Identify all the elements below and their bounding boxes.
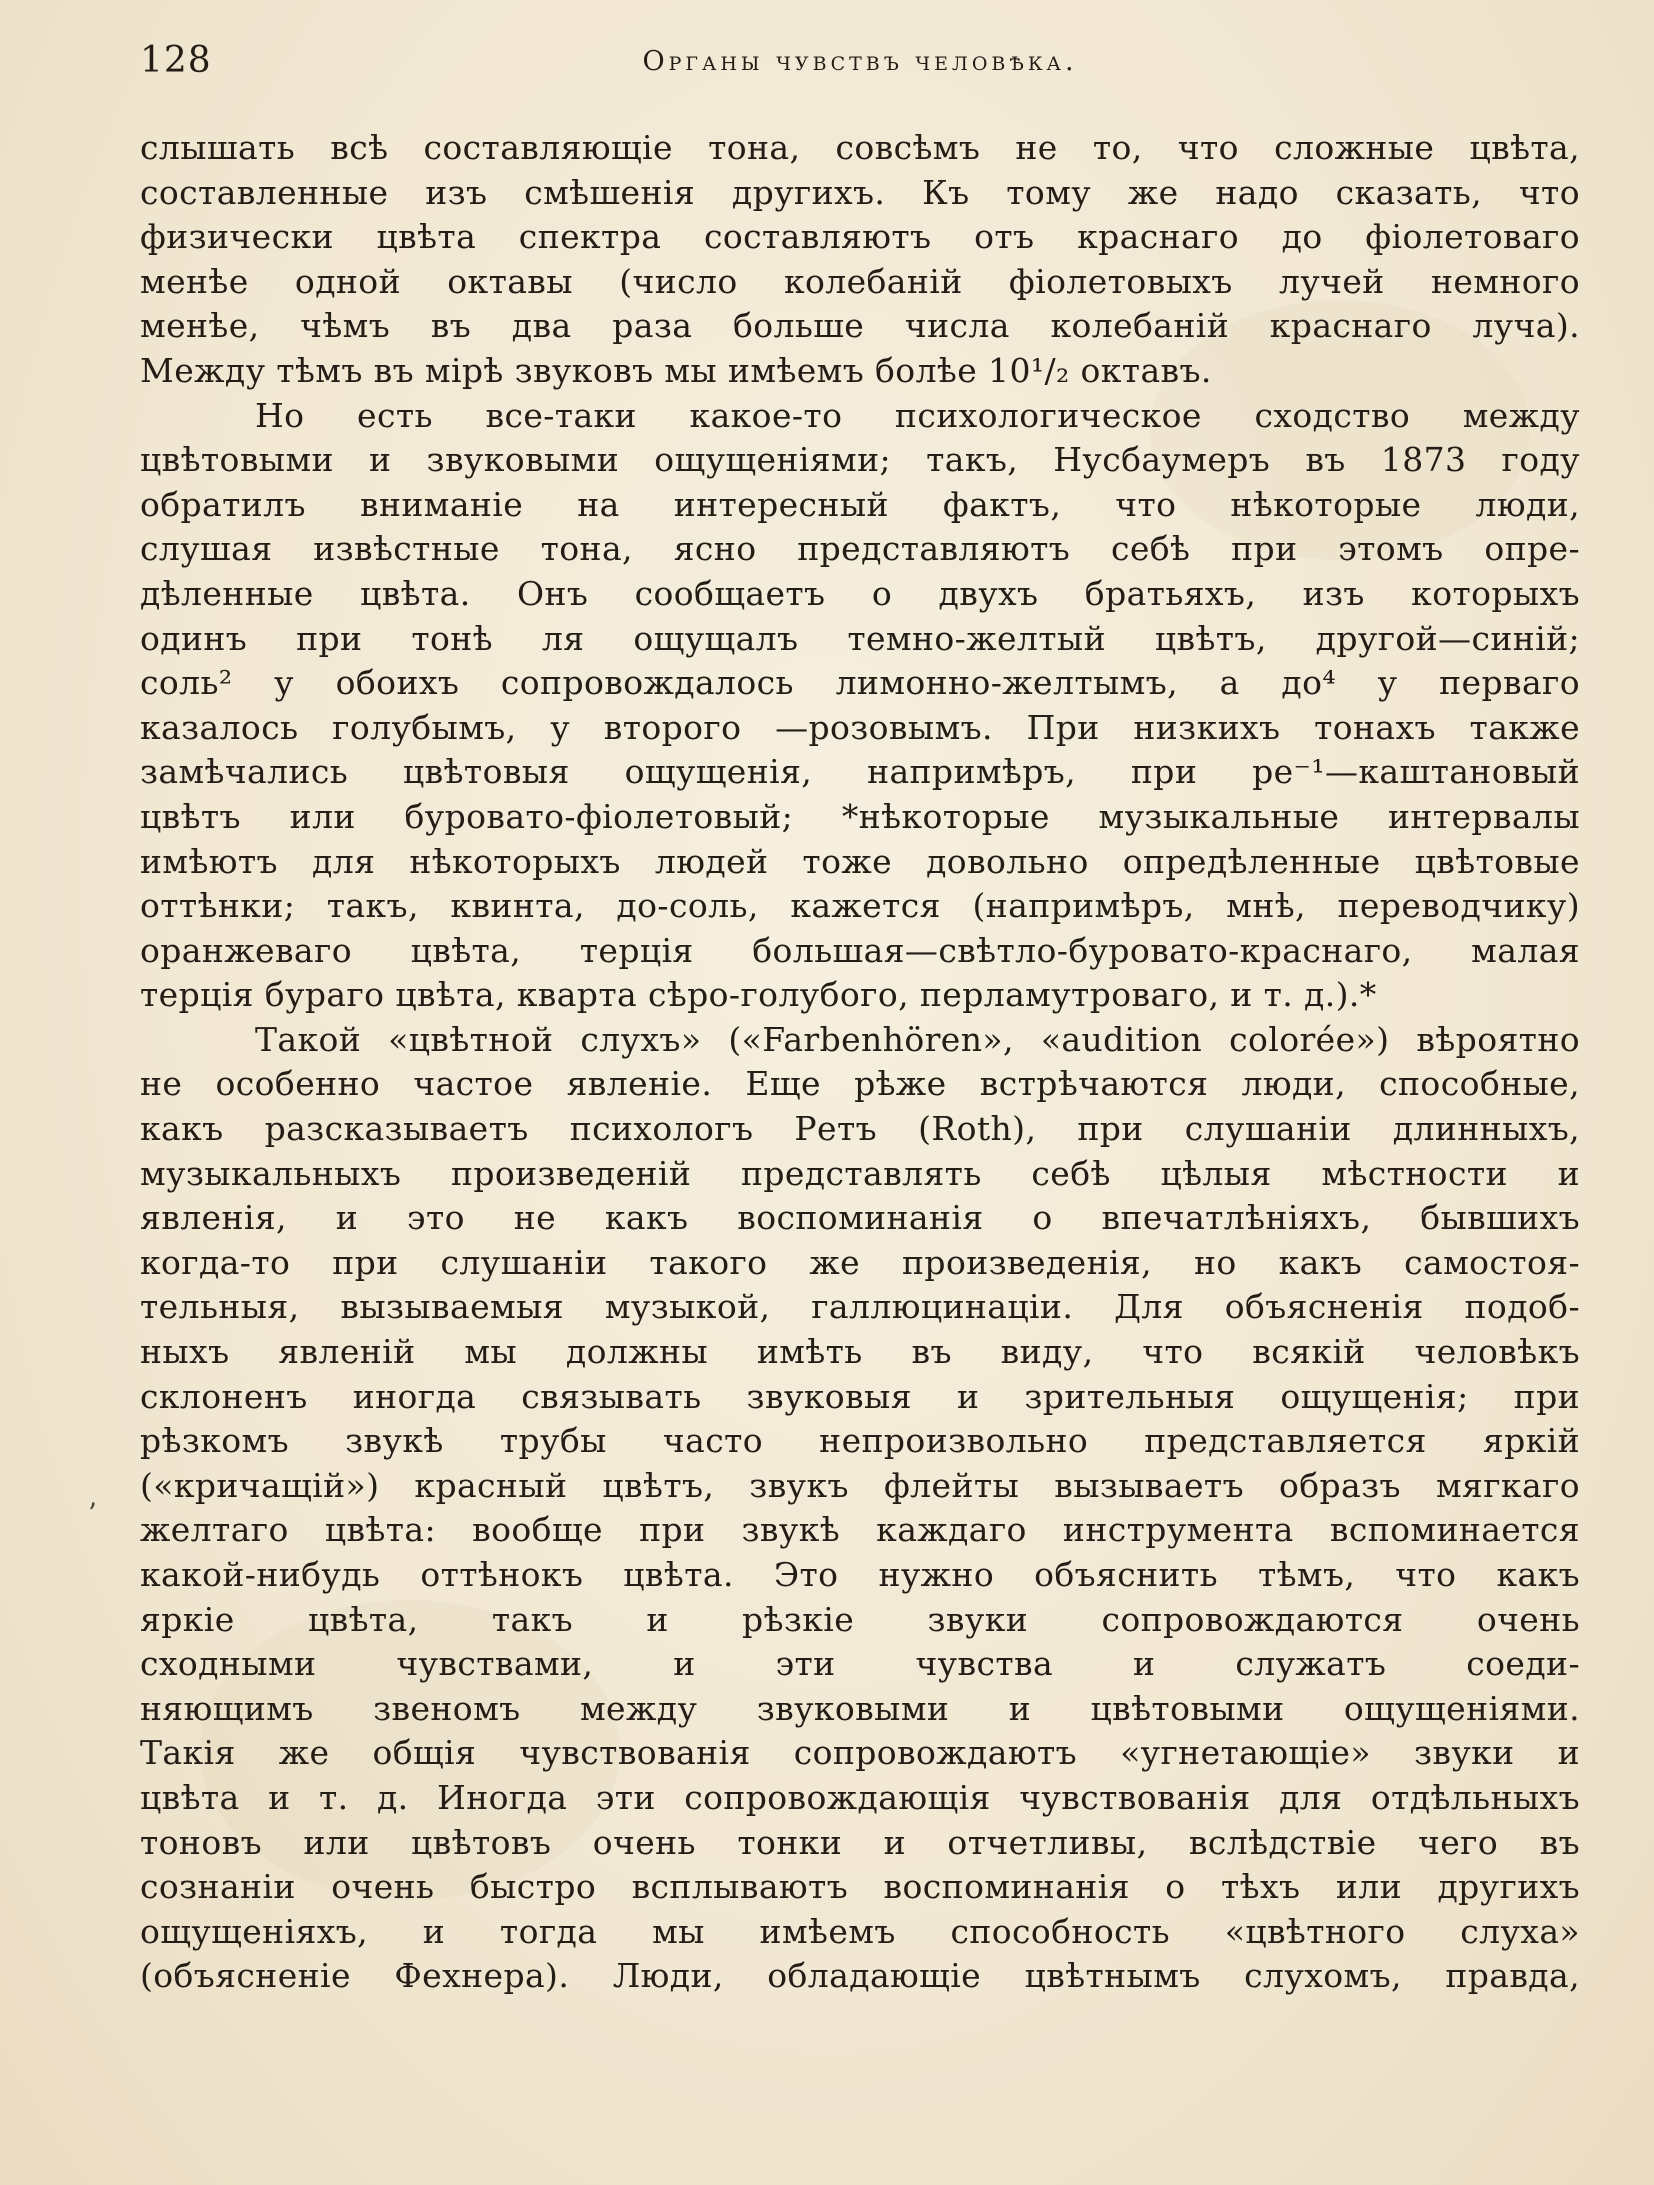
text-line: («кричащій») красный цвѣтъ, звукъ флейты вызываетъ образъ мягкаго bbox=[140, 1465, 1580, 1505]
text-line: ощущеніяхъ, и тогда мы имѣемъ способность «цвѣтного слуха» bbox=[140, 1911, 1580, 1951]
text-line: не особенно частое явленіе. Еще рѣже встрѣчаются люди, способные, bbox=[140, 1064, 1580, 1104]
text-line: Такія же общія чувствованія сопровождаютъ «угнетающіе» звуки и bbox=[140, 1733, 1580, 1773]
text-line: Такой «цвѣтной слухъ» («Farbenhören», «audition colorée») вѣроятно bbox=[255, 1019, 1580, 1059]
text-line: музыкальныхъ произведеній представлять себѣ цѣлыя мѣстности и bbox=[140, 1153, 1580, 1193]
text-line: цвѣтовыми и звуковыми ощущеніями; такъ, Нусбаумеръ въ 1873 году bbox=[140, 440, 1580, 480]
text-line: Между тѣмъ въ мірѣ звуковъ мы имѣемъ болѣе 10¹/₂ октавъ. bbox=[140, 350, 1212, 390]
text-line: имѣютъ для нѣкоторыхъ людей тоже довольно опредѣленные цвѣтовые bbox=[140, 841, 1580, 881]
text-line: какъ разсказываетъ психологъ Ретъ (Roth), при слушаніи длинныхъ, bbox=[140, 1109, 1580, 1149]
text-line: замѣчались цвѣтовыя ощущенія, напримѣръ, при ре⁻¹—каштановый bbox=[140, 752, 1580, 792]
text-line: ныхъ явленій мы должны имѣть въ виду, что всякій человѣкъ bbox=[140, 1332, 1580, 1372]
paragraph-1 bbox=[140, 126, 1580, 394]
text-line: явленія, и это не какъ воспоминанія о впечатлѣніяхъ, бывшихъ bbox=[140, 1198, 1580, 1238]
text-line: дѣленные цвѣта. Онъ сообщаетъ о двухъ братьяхъ, изъ которыхъ bbox=[140, 573, 1580, 613]
text-line: цвѣтъ или буровато-фіолетовый; *нѣкоторые музыкальные интервалы bbox=[140, 796, 1580, 836]
text-line: сходными чувствами, и эти чувства и служатъ соеди- bbox=[140, 1644, 1580, 1684]
margin-mark: ’ bbox=[88, 1497, 97, 1530]
text-line: слышать всѣ составляющіе тона, совсѣмъ не то, что сложные цвѣта, bbox=[140, 128, 1580, 167]
text-line: слушая извѣстные тона, ясно представляютъ себѣ при этомъ опре- bbox=[140, 529, 1580, 569]
paragraph-3 bbox=[140, 1018, 1580, 1999]
body-text bbox=[140, 126, 1580, 1999]
text-line: тоновъ или цвѣтовъ очень тонки и отчетливы, вслѣдствіе чего въ bbox=[140, 1822, 1580, 1862]
text-line: менѣе, чѣмъ въ два раза больше числа колебаній краснаго луча). bbox=[140, 306, 1580, 346]
text-line: терція бураго цвѣта, кварта сѣро-голубого, перламутроваго, и т. д.).* bbox=[140, 975, 1377, 1015]
text-line: склоненъ иногда связывать звуковыя и зрительныя ощущенія; при bbox=[140, 1376, 1580, 1416]
page-header bbox=[140, 40, 1580, 88]
text-line: физически цвѣта спектра составляютъ отъ краснаго до фіолетоваго bbox=[140, 217, 1580, 257]
text-line: составленные изъ смѣшенія другихъ. Къ тому же надо сказать, что bbox=[140, 172, 1580, 212]
text-line: когда-то при слушаніи такого же произведенія, но какъ самостоя- bbox=[140, 1242, 1580, 1282]
text-line: (объясненіе Фехнера). Люди, обладающіе цвѣтнымъ слухомъ, правда, bbox=[140, 1956, 1580, 1996]
text-line: Но есть все-таки какое-то психологическое сходство между bbox=[255, 395, 1580, 435]
running-head: Органы чувствъ человѣка. bbox=[642, 46, 1078, 77]
paragraph-2 bbox=[140, 394, 1580, 1018]
text-line: менѣе одной октавы (число колебаній фіолетовыхъ лучей немного bbox=[140, 261, 1580, 301]
text-line: тельныя, вызываемыя музыкой, галлюцинаціи. Для объясненія подоб- bbox=[140, 1287, 1580, 1327]
text-line: оттѣнки; такъ, квинта, до-соль, кажется (напримѣръ, мнѣ, переводчику) bbox=[140, 886, 1580, 926]
text-line: рѣзкомъ звукѣ трубы часто непроизвольно представляется яркій bbox=[140, 1421, 1580, 1461]
text-line: одинъ при тонѣ ля ощущалъ темно-желтый цвѣтъ, другой—синій; bbox=[140, 618, 1580, 658]
text-line: цвѣта и т. д. Иногда эти сопровождающія чувствованія для отдѣльныхъ bbox=[140, 1777, 1580, 1817]
text-line: оранжеваго цвѣта, терція большая—свѣтло-буровато-краснаго, малая bbox=[140, 930, 1580, 970]
text-line: казалось голубымъ, у второго —розовымъ. При низкихъ тонахъ также bbox=[140, 707, 1580, 747]
text-line: яркіе цвѣта, такъ и рѣзкіе звуки сопровождаются очень bbox=[140, 1599, 1580, 1639]
text-line: какой-нибудь оттѣнокъ цвѣта. Это нужно объяснить тѣмъ, что какъ bbox=[140, 1555, 1580, 1594]
text-line: обратилъ вниманіе на интересный фактъ, что нѣкоторые люди, bbox=[140, 484, 1580, 524]
text-line: няющимъ звеномъ между звуковыми и цвѣтовыми ощущеніями. bbox=[140, 1688, 1580, 1728]
text-line: сознаніи очень быстро всплываютъ воспоминанія о тѣхъ или другихъ bbox=[140, 1867, 1580, 1907]
page-number: 128 bbox=[140, 40, 212, 81]
text-line: желтаго цвѣта: вообще при звукѣ каждаго инструмента вспоминается bbox=[140, 1510, 1580, 1550]
text-line: соль² у обоихъ сопровождалось лимонно-желтымъ, а до⁴ у перваго bbox=[140, 663, 1580, 703]
